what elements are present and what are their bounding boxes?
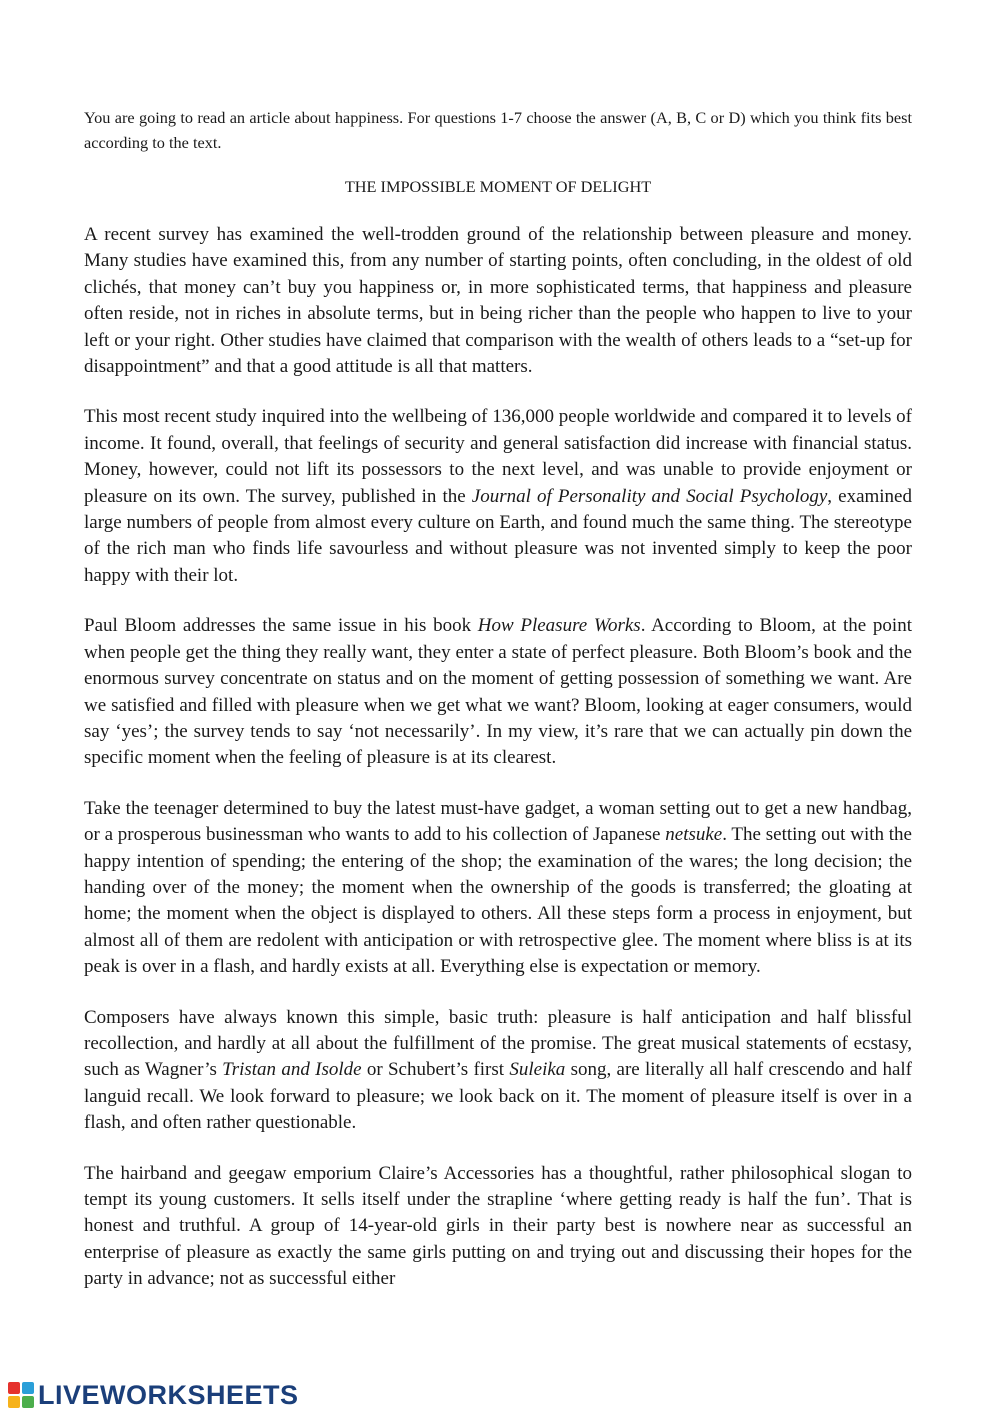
work-title-tristan: Tristan and Isolde <box>222 1059 362 1081</box>
logo-square-red <box>8 1382 20 1394</box>
paragraph-3: Paul Bloom addresses the same issue in his book How Pleasure Works. According to Bloom, at the point when people get the thing they really want, they enter a state of perfect pleasure. Both Bloom’s book and the enormous survey concentrate on status and on the moment of getting possession of something we want. Are we satisfied and filled with pleasure when we get what we want? Bloom, looking at eager consumers, would say ‘yes’; the survey tends to say ‘not necessarily’. In my view, it’s rare that we can actually pin down the specific moment when the feeling of pleasure is at its clearest. <box>84 615 912 769</box>
logo-grid-icon <box>8 1382 34 1408</box>
paragraph-2: This most recent study inquired into the wellbeing of 136,000 people worldwide and compared it to levels of income. It found, overall, that feelings of security and general satisfaction did increase with financial status. Money, however, could not lift its possessors to the next level, and was unable to provide enjoyment or pleasure on its own. The survey, published in the Journal of Personality and Social Psychology, examined large numbers of people from almost every culture on Earth, and found much the same thing. The stereotype of the rich man who finds life savourless and without pleasure was not invented simply to keep the poor happy with their lot. <box>84 406 912 586</box>
book-title: How Pleasure Works <box>477 615 641 637</box>
work-title-suleika: Suleika <box>509 1059 566 1081</box>
logo-square-yellow <box>8 1396 20 1408</box>
logo-square-green <box>22 1396 34 1408</box>
journal-title: Journal of Personality and Social Psychology <box>471 485 828 507</box>
logo-square-blue <box>22 1382 34 1394</box>
logo-text: LIVEWORKSHEETS <box>38 1379 299 1410</box>
liveworksheets-logo[interactable] <box>8 1380 299 1410</box>
netsuke-term: netsuke <box>665 824 723 846</box>
paragraph-6: The hairband and geegaw emporium Claire’s Accessories has a thoughtful, rather philosophical slogan to tempt its young customers. It sells itself under the strapline ‘where getting ready is half the fun’. That is honest and truthful. A group of 14-year-old girls in their party best is nowhere near as successful an enterprise of pleasure as exactly the same girls putting on and trying out and discussing their hopes for the party in advance; not as successful either <box>84 1162 912 1290</box>
instructions: You are going to read an article about happiness. For questions 1-7 choose the answer (A, B, C or D) which you think fits best according to the text. <box>84 108 912 152</box>
worksheet-page <box>84 106 912 1293</box>
paragraph-1: A recent survey has examined the well-trodden ground of the relationship between pleasure and money. Many studies have examined this, from any number of starting points, often concluding, in the oldest of old clichés, that money can’t buy you happiness or, in more sophisticated terms, that happiness and pleasure often reside, not in riches in absolute terms, but in being richer than the people who happen to live to your left or your right. Other studies have claimed that comparison with the wealth of others leads to a “set-up for disappointment” and that a good attitude is all that matters. <box>84 224 912 378</box>
paragraph-5: Composers have always known this simple, basic truth: pleasure is half anticipation and half blissful recollection, and hardly at all about the fulfillment of the promise. The great musical statements of ecstasy, such as Wagner’s Tristan and Isolde or Schubert’s first Suleika song, are literally all half crescendo and half languid recall. We look forward to pleasure; we look back on it. The moment of pleasure itself is over in a flash, and often rather questionable. <box>84 1006 912 1134</box>
paragraph-4: Take the teenager determined to buy the latest must-have gadget, a woman setting out to get a new handbag, or a prosperous businessman who wants to add to his collection of Japanese netsuke. The setting out with the happy intention of spending; the entering of the shop; the examination of the wares; the long decision; the handing over of the money; the moment when the ownership of the goods is transferred; the gloating at home; the moment when the object is displayed to others. All these steps form a process in enjoyment, but almost all of them are redolent with anticipation or with retrospective glee. The moment where bliss is at its peak is over in a flash, and hardly exists at all. Everything else is expectation or memory. <box>84 797 912 978</box>
article-title: THE IMPOSSIBLE MOMENT OF DELIGHT <box>344 177 652 196</box>
